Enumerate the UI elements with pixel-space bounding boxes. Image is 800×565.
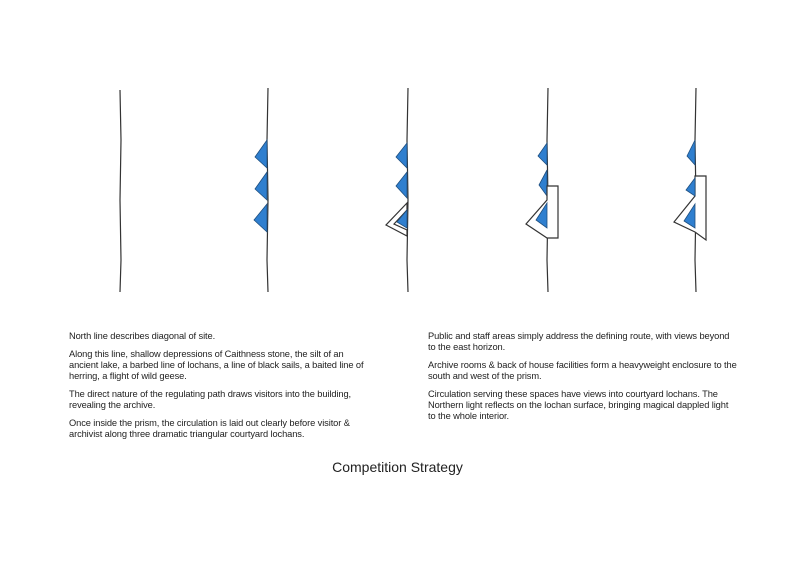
lochan bbox=[539, 170, 547, 196]
stage-prism bbox=[526, 88, 558, 292]
lochan bbox=[687, 140, 695, 165]
north-line bbox=[120, 90, 121, 292]
lochan bbox=[686, 178, 695, 196]
text-column-right bbox=[428, 331, 738, 429]
lochan bbox=[255, 172, 267, 200]
caption: Competition Strategy bbox=[332, 459, 463, 475]
lochan bbox=[255, 140, 267, 168]
paragraph: Along this line, shallow depressions of Caithness stone, the silt of an ancient lake, a barbed line of lochans, a line of black sails, a baited line of herring, a flight of wild geese. bbox=[69, 349, 364, 381]
lochan bbox=[396, 143, 407, 168]
paragraph: Circulation serving these spaces have views into courtyard lochans. The Northern light reflects on the lochan surface, bringing magical dappled light to the whole interior. bbox=[428, 389, 729, 421]
lochan bbox=[396, 172, 407, 198]
paragraph: The direct nature of the regulating path draws visitors into the building, revealing the archive. bbox=[69, 389, 352, 410]
stage-path bbox=[386, 88, 408, 292]
paragraph: Once inside the prism, the circulation is laid out clearly before visitor & archivist along three dramatic triangular courtyard lochans. bbox=[69, 418, 350, 439]
stage-circulation bbox=[674, 88, 706, 292]
paragraph: North line describes diagonal of site. bbox=[69, 331, 216, 341]
lochan bbox=[538, 143, 547, 165]
stage-lochans bbox=[254, 88, 268, 292]
lochan bbox=[254, 204, 267, 232]
paragraph: Public and staff areas simply address the defining route, with views beyond to the east horizon. bbox=[428, 331, 730, 352]
paragraph: Archive rooms & back of house facilities form a heavyweight enclosure to the south and west of the prism. bbox=[428, 360, 737, 381]
text-column-left bbox=[69, 331, 369, 447]
stage-north-line bbox=[120, 90, 121, 292]
